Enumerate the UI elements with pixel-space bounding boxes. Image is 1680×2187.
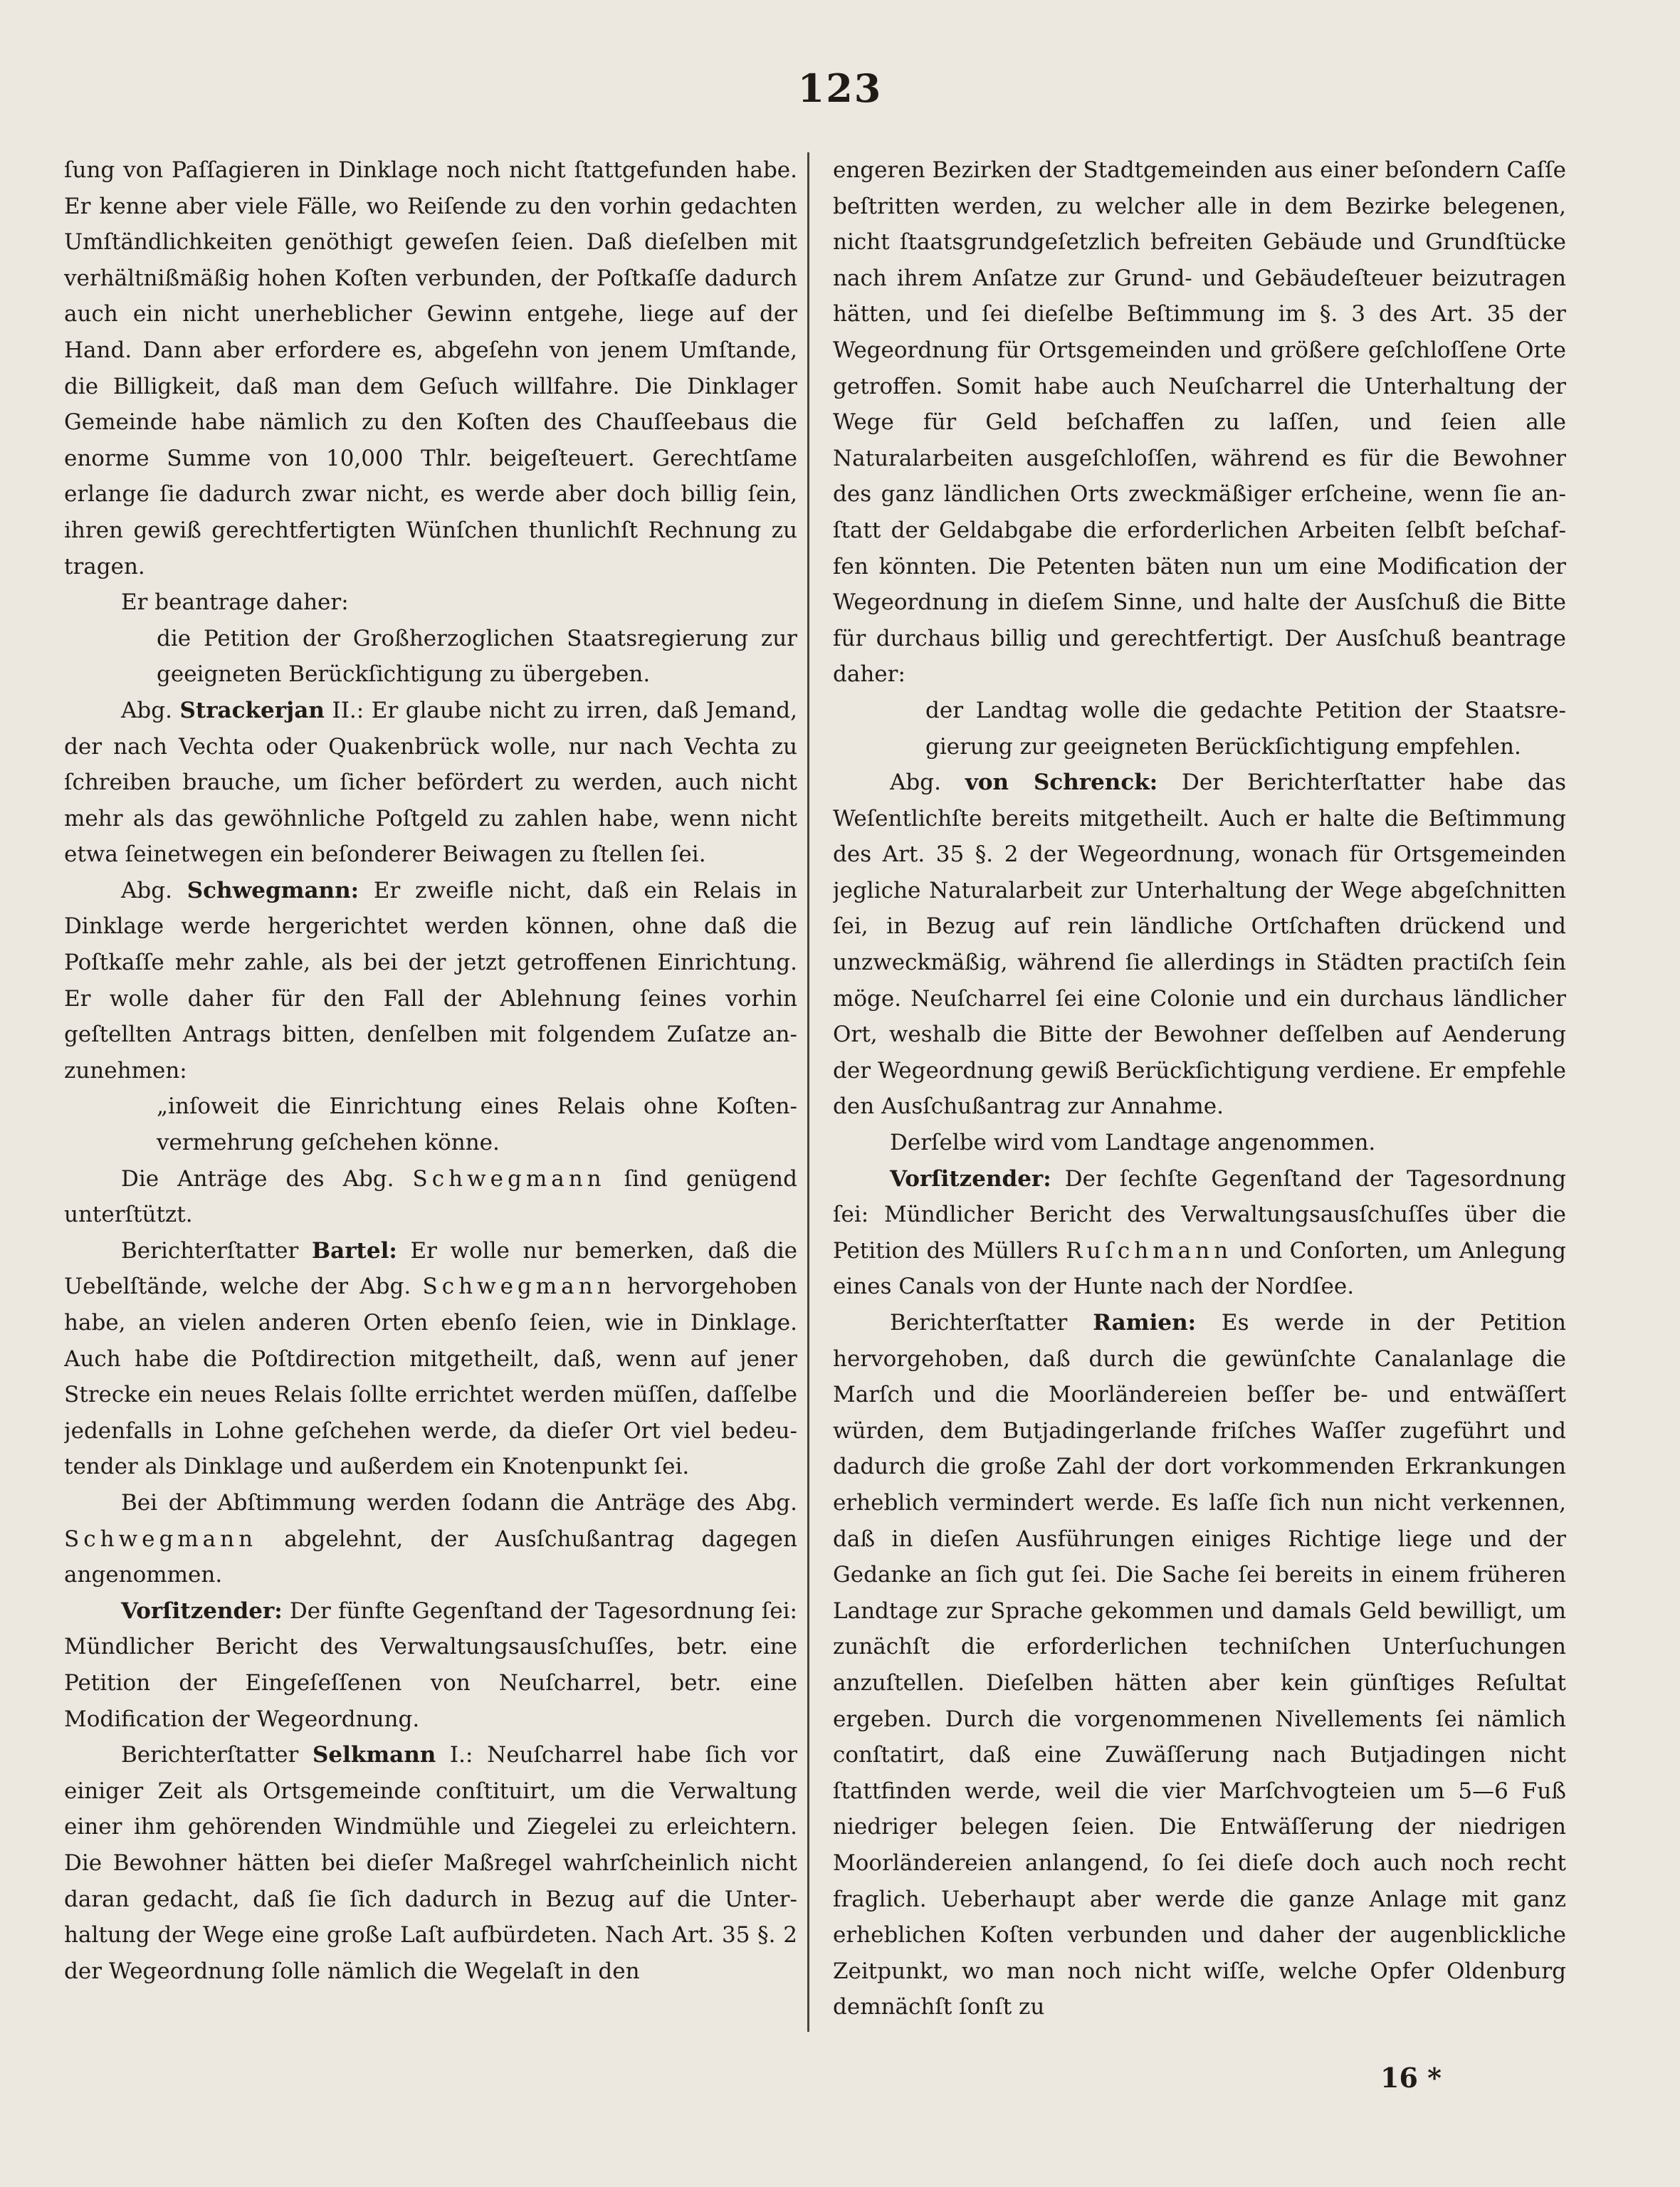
speaker-name: Schwegmann: — [187, 877, 359, 903]
speaker-name: von Schrenck: — [965, 770, 1158, 796]
speaker-paragraph: Vorſitzender: Der fünfte Gegenſtand der Tagesordnung ſei: Mündlicher Bericht des Verwaltungsausſchuſſes, betr. eine Petition der Eingeſeſſenen von Neuſcharrel, betr. eine Modification der Wegeordnung. — [64, 1598, 797, 1732]
left-column — [64, 152, 797, 2032]
motion-text: „inſoweit die Einrichtung eines Relais ohne Koſtenvermehrung geſchehen könne. — [157, 1094, 797, 1156]
paragraph: Er beantrage daher: — [121, 589, 349, 616]
right-column — [833, 152, 1566, 2032]
speaker-paragraph: Vorſitzender: Der ſechſte Gegenſtand der Tagesordnung ſei: Mündlicher Bericht des Verwaltungsausſchuſſes über die Petition des Müllers Ruſchmann und Conſorten, um Anlegung eines Canals von der Hunte nach der Nordſee. — [833, 1165, 1566, 1300]
spaced-name: Schwegmann — [422, 1274, 616, 1300]
speaker-name: Vorſitzender: — [890, 1165, 1051, 1192]
speaker-paragraph: Abg. Strackerjan II.: Er glaube nicht zu irren, daß Jemand, der nach Vechta oder Quakenbrück wolle, nur nach Vechta zu ſchreiben brauche, um ſicher befördert zu werden, auch nicht mehr als das gewöhnliche Poſtgeld zu zahlen habe, wenn nicht etwa ſeinetwegen ein beſonderer Beiwagen zu ſtellen ſei. — [64, 697, 797, 868]
speaker-name: Vorſitzender: — [121, 1598, 283, 1624]
paragraph: Derſelbe wird vom Landtage angenommen. — [890, 1130, 1376, 1156]
speaker-name: Strackerjan — [179, 697, 325, 723]
paragraph: Die Anträge des Abg. Schwegmann ſind genügend unterſtützt. — [64, 1165, 797, 1228]
motion-text: die Petition der Großherzoglichen Staatsregierung zur geeigneten Berückſichtigung zu übergeben. — [157, 625, 797, 688]
paragraph: engeren Bezirken der Stadtgemeinden aus einer beſondern Caſſe beſtritten werden, zu welcher alle in dem Bezirke belegenen, nicht ſtaatsgrundgeſetzlich befreiten Gebäude und Grundſtücke nach ihrem Anſatze zur Grund- und Gebäudeſteuer beizutragen hätten, und ſei dieſelbe Beſtimmung im §. 3 des Art. 35 der Wegeordnung für Ortsgemeinden und größere geſchloſſene Orte getroffen. Somit habe auch Neuſcharrel die Unterhaltung der Wege für Geld beſchaffen zu laſſen, und ſeien alle Naturalarbeiten ausgeſchloſſen, während es für die Bewohner des ganz ländlichen Orts zweckmäßiger erſcheine, wenn ſie anſtatt der Geldabgabe die erforderlichen Arbeiten ſelbſt beſchaffen könnten. Die Petenten bäten nun um eine Modification der Wegeordnung in dieſem Sinne, und halte der Ausſchuß die Bitte für durchaus billig und gerechtfertigt. Der Ausſchuß beantrage daher: — [833, 157, 1566, 688]
speaker-name: Ramien: — [1093, 1310, 1197, 1336]
column-divider — [807, 152, 809, 2032]
paragraph: ſung von Paſſagieren in Dinklage noch nicht ſtattgefunden habe. Er kenne aber viele Fälle, wo Reiſende zu den vorhin gedachten Umſtändlichkeiten genöthigt geweſen ſeien. Daß dieſelben mit verhältnißmäßig hohen Koſten verbunden, der Poſtkaſſe dadurch auch ein nicht unerheblicher Gewinn entgehe, liege auf der Hand. Dann aber erfordere es, abgeſehn von jenem Umſtande, die Billigkeit, daß man dem Geſuch willfahre. Die Dinklager Gemeinde habe nämlich zu den Koſten des Chauſſeebaus die enorme Summe von 10,000 Thlr. beigeſteuert. Gerechtſame erlange ſie dadurch zwar nicht, es werde aber doch billig ſein, ihren gewiß gerechtfertigten Wünſchen thunlichſt Rechnung zu tragen. — [64, 157, 797, 579]
spaced-name: Schwegmann — [412, 1165, 606, 1192]
motion-text: der Landtag wolle die gedachte Petition der Staatsregierung zur geeigneten Berückſichtigung empfehlen. — [925, 697, 1566, 760]
spaced-name: Ruſchmann — [1066, 1237, 1233, 1264]
page-number: 123 — [797, 65, 883, 111]
speaker-paragraph: Berichterſtatter Bartel: Er wolle nur bemerken, daß die Uebelſtände, welche der Abg. Schwegmann hervorgehoben habe, an vielen anderen Orten ebenſo ſeien, wie in Dinklage. Auch habe die Poſtdirection mitgetheilt, daß, wenn auf jener Strecke ein neues Relais ſollte errichtet werden müſſen, daſſelbe jedenfalls in Lohne geſchehen werde, da dieſer Ort viel bedeutender als Dinklage und außerdem ein Knotenpunkt ſei. — [64, 1237, 797, 1480]
spaced-name: Schwegmann — [64, 1526, 258, 1552]
paragraph: Bei der Abſtimmung werden ſodann die Anträge des Abg. Schwegmann abgelehnt, der Ausſchußantrag dagegen angenommen. — [64, 1489, 797, 1588]
speaker-name: Bartel: — [311, 1237, 397, 1264]
speaker-name: Selkmann — [312, 1742, 436, 1768]
speaker-paragraph: Berichterſtatter Selkmann I.: Neuſcharrel habe ſich vor einiger Zeit als Ortsgemeinde conſtituirt, um die Verwaltung einer ihm gehörenden Windmühle und Ziegelei zu erleichtern. Die Bewohner hätten bei dieſer Maßregel wahrſcheinlich nicht daran gedacht, daß ſie ſich dadurch in Bezug auf die Unterhaltung der Wege eine große Laſt aufbürdeten. Nach Art. 35 §. 2 der Wegeordnung ſolle nämlich die Wegelaſt in den — [64, 1742, 797, 1984]
speaker-paragraph: Berichterſtatter Ramien: Es werde in der Petition hervorgehoben, daß durch die gewünſchte Canalanlage die Marſch und die Moorländereien beſſer be- und entwäſſert würden, dem Butjadingerlande friſches Waſſer zugeführt und dadurch die große Zahl der dort vorkommenden Erkrankungen erheblich vermindert werde. Es laſſe ſich nun nicht verkennen, daß in dieſen Ausführungen einiges Richtige liege und der Gedanke an ſich gut ſei. Die Sache ſei bereits in einem früheren Landtage zur Sprache gekommen und damals Geld bewilligt, um zunächſt die erforderlichen techniſchen Unterſuchungen anzuſtellen. Dieſelben hätten aber kein günſtiges Reſultat ergeben. Durch die vorgenommenen Nivellements ſei nämlich conſtatirt, daß eine Zuwäſſerung nach Butjadingen nicht ſtattfinden werde, weil die vier Marſchvogteien um 5—6 Fuß niedriger belegen ſeien. Die Entwäſſerung der niedrigen Moorländereien anlangend, ſo ſei dieſe doch auch noch recht fraglich. Ueberhaupt aber werde die ganze Anlage mit ganz erheblichen Koſten verbunden und daher der augenblickliche Zeitpunkt, wo man noch nicht wiſſe, welche Opfer Oldenburg demnächſt ſonſt zu — [833, 1310, 1566, 2020]
speaker-paragraph: Abg. Schwegmann: Er zweifle nicht, daß ein Relais in Dinklage werde hergerichtet werden können, ohne daß die Poſtkaſſe mehr zahle, als bei der jetzt getroffenen Einrichtung. Er wolle daher für den Fall der Ablehnung ſeines vorhin geſtellten Antrags bitten, denſelben mit folgendem Zuſatze anzunehmen: — [64, 877, 797, 1084]
speaker-paragraph: Abg. von Schrenck: Der Berichterſtatter habe das Weſentlichſte bereits mitgetheilt. Auch er halte die Beſtimmung des Art. 35 §. 2 der Wegeordnung, wonach für Ortsgemeinden jegliche Naturalarbeit zur Unterhaltung der Wege abgeſchnitten ſei, in Bezug auf rein ländliche Ortſchaften drückend und unzweckmäßig, während ſie allerdings in Städten practiſch ſein möge. Neuſcharrel ſei eine Colonie und ein durchaus ländlicher Ort, weshalb die Bitte der Bewohner deſſelben auf Aenderung der Wegeordnung gewiß Berückſichtigung verdiene. Er empfehle den Ausſchußantrag zur Annahme. — [833, 770, 1566, 1120]
signature-mark: 16 * — [1380, 2062, 1442, 2094]
